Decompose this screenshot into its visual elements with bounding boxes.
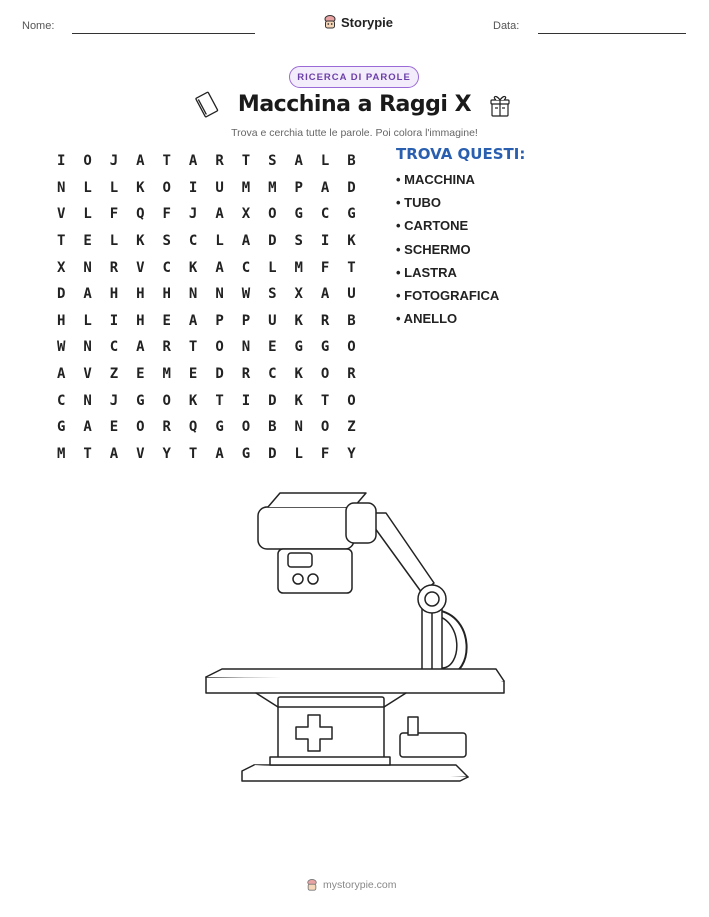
grid-cell[interactable]: A xyxy=(294,153,303,170)
grid-cell[interactable]: Z xyxy=(347,419,356,436)
grid-cell[interactable]: Y xyxy=(347,445,356,462)
grid-cell[interactable]: A xyxy=(188,153,198,170)
grid-cell[interactable]: D xyxy=(56,286,66,303)
grid-cell[interactable]: A xyxy=(320,179,330,196)
grid-cell[interactable]: B xyxy=(268,419,277,436)
word-list-item: • SCHERMO xyxy=(396,241,471,257)
grid-cell[interactable]: R xyxy=(109,259,119,276)
grid-cell[interactable]: O xyxy=(347,339,356,356)
grid-cell[interactable]: L xyxy=(83,179,92,196)
grid-cell[interactable]: R xyxy=(215,153,224,170)
grid-cell[interactable]: D xyxy=(268,233,277,250)
grid-cell[interactable]: R xyxy=(162,339,171,356)
grid-cell[interactable]: A xyxy=(56,366,66,383)
grid-cell[interactable]: A xyxy=(241,233,251,250)
grid-cell[interactable]: T xyxy=(320,392,330,409)
grid-cell[interactable]: O xyxy=(215,339,224,356)
grid-cell[interactable]: L xyxy=(109,233,119,250)
grid-cell[interactable]: N xyxy=(294,419,303,436)
grid-cell[interactable]: T xyxy=(56,233,66,250)
grid-cell[interactable]: K xyxy=(188,259,198,276)
word-list-item: • TUBO xyxy=(396,195,441,211)
grid-cell[interactable]: S xyxy=(162,233,171,250)
grid-cell[interactable]: J xyxy=(188,206,198,223)
grid-cell[interactable]: R xyxy=(162,419,171,436)
grid-cell[interactable]: K xyxy=(136,233,145,250)
grid-cell[interactable]: C xyxy=(241,259,251,276)
grid-cell[interactable]: T xyxy=(188,339,198,356)
grid-cell[interactable]: H xyxy=(136,312,145,329)
grid-cell[interactable]: A xyxy=(215,259,224,276)
grid-cell[interactable]: Q xyxy=(136,206,145,223)
grid-cell[interactable]: C xyxy=(188,233,198,250)
grid-cell[interactable]: V xyxy=(136,445,145,462)
grid-cell[interactable]: K xyxy=(294,312,303,329)
word-list-item: • FOTOGRAFICA xyxy=(396,287,500,303)
grid-cell[interactable]: L xyxy=(215,233,224,250)
grid-cell[interactable]: O xyxy=(320,419,330,436)
xray-machine-illustration xyxy=(196,485,516,795)
grid-cell[interactable]: C xyxy=(268,366,277,383)
grid-cell[interactable]: F xyxy=(320,259,330,276)
grid-cell[interactable]: L xyxy=(268,259,277,276)
grid-cell[interactable]: T xyxy=(162,153,171,170)
name-label: Nome: xyxy=(22,20,55,32)
grid-cell[interactable]: S xyxy=(268,286,277,303)
grid-cell[interactable]: O xyxy=(83,153,92,170)
grid-cell[interactable]: M xyxy=(241,179,251,196)
grid-cell[interactable]: L xyxy=(83,312,92,329)
grid-cell[interactable]: O xyxy=(320,366,330,383)
grid-cell[interactable]: G xyxy=(241,445,251,462)
grid-cell[interactable]: K xyxy=(347,233,356,250)
grid-cell[interactable]: O xyxy=(347,392,356,409)
grid-cell[interactable]: V xyxy=(136,259,145,276)
brand-name: Storypie xyxy=(341,14,394,30)
brand xyxy=(323,14,393,30)
grid-cell[interactable]: C xyxy=(56,392,66,409)
word-search-grid xyxy=(48,148,365,467)
grid-cell[interactable]: N xyxy=(83,259,92,276)
grid-cell[interactable]: L xyxy=(320,153,330,170)
grid-cell[interactable]: A xyxy=(320,286,330,303)
grid-cell[interactable]: E xyxy=(136,366,145,383)
grid-cell[interactable]: N xyxy=(188,286,198,303)
grid-cell[interactable]: A xyxy=(109,445,119,462)
grid-cell[interactable]: E xyxy=(109,419,119,436)
grid-cell[interactable]: B xyxy=(347,312,356,329)
grid-cell[interactable]: A xyxy=(83,286,92,303)
grid-cell[interactable]: F xyxy=(162,206,171,223)
grid-cell[interactable]: H xyxy=(56,312,66,329)
grid-cell[interactable]: X xyxy=(241,206,251,223)
grid-cell[interactable]: G xyxy=(320,339,330,356)
grid-cell[interactable]: D xyxy=(268,445,277,462)
grid-cell[interactable]: A xyxy=(136,339,145,356)
grid-cell[interactable]: N xyxy=(56,179,66,196)
grid-cell[interactable]: C xyxy=(320,206,330,223)
gift-icon xyxy=(486,92,514,120)
name-line[interactable] xyxy=(72,33,255,34)
grid-cell[interactable]: R xyxy=(347,366,356,383)
grid-cell[interactable]: U xyxy=(268,312,277,329)
grid-cell[interactable]: A xyxy=(83,419,92,436)
grid-cell[interactable]: L xyxy=(109,179,119,196)
grid-cell[interactable]: T xyxy=(215,392,224,409)
grid-cell[interactable]: T xyxy=(241,153,251,170)
grid-cell[interactable]: U xyxy=(347,286,356,303)
grid-cell[interactable]: G xyxy=(215,419,224,436)
grid-cell[interactable]: Z xyxy=(109,366,119,383)
footer xyxy=(306,878,397,892)
grid-cell[interactable]: O xyxy=(162,179,171,196)
grid-cell[interactable]: A xyxy=(215,206,224,223)
word-list xyxy=(396,172,499,334)
word-list-item: • CARTONE xyxy=(396,218,469,234)
grid-cell[interactable]: H xyxy=(136,286,145,303)
word-list-item: • ANELLO xyxy=(396,311,458,327)
grid-cell[interactable]: L xyxy=(83,206,92,223)
grid-cell[interactable]: N xyxy=(215,286,224,303)
grid-cell[interactable]: M xyxy=(268,179,277,196)
grid-cell[interactable]: X xyxy=(294,286,303,303)
grid-cell[interactable]: G xyxy=(294,206,303,223)
grid-cell[interactable]: D xyxy=(347,179,356,196)
grid-cell[interactable]: K xyxy=(294,366,303,383)
grid-cell[interactable]: I xyxy=(188,179,198,196)
grid-cell[interactable]: X xyxy=(56,259,66,276)
grid-cell[interactable]: A xyxy=(136,153,145,170)
grid-cell[interactable]: O xyxy=(162,392,171,409)
grid-cell[interactable]: S xyxy=(268,153,277,170)
grid-cell[interactable]: B xyxy=(347,153,356,170)
grid-cell[interactable]: N xyxy=(83,392,92,409)
grid-cell[interactable]: H xyxy=(162,286,171,303)
grid-cell[interactable]: D xyxy=(268,392,277,409)
grid-cell[interactable]: W xyxy=(241,286,251,303)
grid-cell[interactable]: G xyxy=(347,206,356,223)
tube-head xyxy=(258,507,354,549)
grid-cell[interactable]: P xyxy=(215,312,224,329)
grid-cell[interactable]: H xyxy=(109,286,119,303)
word-list-title: TROVA QUESTI: xyxy=(396,145,526,163)
grid-cell[interactable]: T xyxy=(347,259,356,276)
page-title: Macchina a Raggi X xyxy=(237,92,472,117)
grid-cell[interactable]: V xyxy=(83,366,92,383)
grid-cell[interactable]: M xyxy=(56,445,66,462)
grid-cell[interactable]: O xyxy=(268,206,277,223)
grid-cell[interactable]: I xyxy=(320,233,330,250)
grid-cell[interactable]: P xyxy=(241,312,251,329)
grid-cell[interactable]: Y xyxy=(162,445,171,462)
instructions: Trova e cerchia tutte le parole. Poi colora l'immagine! xyxy=(231,127,478,139)
grid-cell[interactable]: P xyxy=(294,179,303,196)
grid-cell[interactable]: J xyxy=(109,392,119,409)
grid-cell[interactable]: M xyxy=(294,259,303,276)
title-row xyxy=(0,88,709,128)
grid-cell[interactable]: G xyxy=(56,419,66,436)
grid-cell[interactable]: T xyxy=(83,445,92,462)
word-list-item: • LASTRA xyxy=(396,264,457,280)
grid-cell[interactable]: W xyxy=(56,339,66,356)
grid-cell[interactable]: J xyxy=(109,153,119,170)
grid-cell[interactable]: E xyxy=(188,366,198,383)
grid-cell[interactable]: O xyxy=(241,419,251,436)
grid-cell[interactable]: N xyxy=(241,339,251,356)
date-label: Data: xyxy=(493,20,520,32)
grid-cell[interactable]: E xyxy=(268,339,277,356)
grid-cell[interactable]: M xyxy=(162,366,171,383)
category-badge: RICERCA DI PAROLE xyxy=(289,66,419,88)
grid-cell[interactable]: R xyxy=(241,366,251,383)
grid-cell[interactable]: E xyxy=(83,233,92,250)
grid-cell[interactable]: K xyxy=(294,392,303,409)
grid-cell[interactable]: A xyxy=(188,312,198,329)
grid-cell[interactable]: K xyxy=(188,392,198,409)
grid-cell[interactable]: C xyxy=(109,339,119,356)
grid-cell[interactable]: I xyxy=(109,312,119,329)
footer-url[interactable]: mystorypie.com xyxy=(323,879,397,891)
grid-cell[interactable]: L xyxy=(294,445,303,462)
grid-cell[interactable]: I xyxy=(241,392,251,409)
grid-cell[interactable]: K xyxy=(136,179,145,196)
date-line[interactable] xyxy=(538,33,686,34)
grid-cell[interactable]: D xyxy=(215,366,224,383)
grid-cell[interactable]: O xyxy=(136,419,145,436)
word-list-item: • MACCHINA xyxy=(396,172,475,187)
storypie-logo-icon xyxy=(306,878,318,892)
grid-cell[interactable]: I xyxy=(56,153,66,170)
grid-cell[interactable]: S xyxy=(294,233,303,250)
grid-cell[interactable]: T xyxy=(188,445,198,462)
grid-cell[interactable]: G xyxy=(294,339,303,356)
grid-cell[interactable]: C xyxy=(162,259,171,276)
grid-cell[interactable]: G xyxy=(136,392,145,409)
grid-cell[interactable]: F xyxy=(109,206,119,223)
storypie-logo-icon xyxy=(323,14,337,30)
grid-cell[interactable]: Q xyxy=(188,419,198,436)
grid-cell[interactable]: R xyxy=(320,312,330,329)
grid-cell[interactable]: F xyxy=(320,445,330,462)
grid-cell[interactable]: V xyxy=(56,206,66,223)
grid-cell[interactable]: A xyxy=(215,445,224,462)
grid-cell[interactable]: U xyxy=(215,179,224,196)
grid-cell[interactable]: E xyxy=(162,312,171,329)
grid-cell[interactable]: N xyxy=(83,339,92,356)
